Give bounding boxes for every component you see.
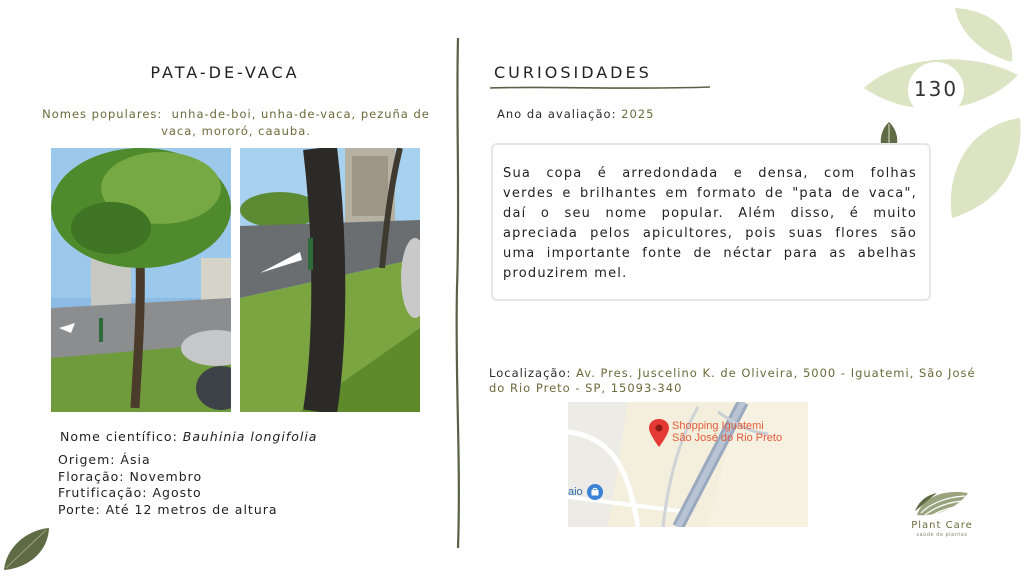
scientific-name-value: Bauhinia longifolia: [182, 429, 318, 444]
tree-photo-1: [51, 148, 231, 412]
tree-photo-2: [240, 148, 420, 412]
section-title: CURIOSIDADES: [494, 63, 652, 82]
plant-title: PATA-DE-VACA: [150, 63, 300, 82]
fruiting-text: Frutificação: Agosto: [58, 485, 202, 500]
description-line: produzirem mel.: [503, 266, 628, 281]
description-line: uma importante fonte de néctar para as abelhas: [503, 246, 917, 261]
description-line: daí o seu nome popular. Além disso, é muito: [503, 206, 917, 221]
description-text: [503, 164, 917, 284]
scientific-name-label: Nome científico:: [60, 429, 178, 444]
map-place-line1: Shopping Iguatemi: [672, 420, 764, 432]
map-place-label: [672, 420, 782, 444]
location-line2: do Rio Preto - SP, 15093-340: [489, 381, 683, 395]
location-label: Localização:: [489, 366, 572, 380]
location-line1: Av. Pres. Juscelino K. de Oliveira, 5000 - Iguatemi, São José: [576, 366, 976, 380]
popular-names: [30, 106, 442, 140]
evaluation-year-label: Ano da avaliação:: [497, 107, 617, 121]
map-place-line2: São José do Rio Preto: [672, 432, 783, 444]
popular-names-line2: vaca, mororó, caauba.: [161, 124, 311, 138]
description-line: apreciada pelos apicultores, pois suas flores são: [503, 226, 917, 241]
location-map[interactable]: [568, 402, 808, 527]
size-text: Porte: Até 12 metros de altura: [58, 501, 278, 517]
location: [489, 366, 989, 396]
evaluation-year-value: 2025: [621, 107, 655, 121]
title-underline: [490, 84, 712, 92]
scientific-name: [60, 429, 440, 446]
shopping-bag-glyph: [591, 487, 599, 496]
brand-name: Plant Care: [911, 520, 973, 531]
page-number: 130: [913, 77, 959, 101]
map-partial-label: aio: [568, 486, 583, 498]
plant-care-logo-icon: [913, 487, 971, 519]
brand-tagline: saúde de plantas: [916, 532, 968, 538]
flowering-text: Floração: Novembro: [58, 468, 203, 484]
map-pin-icon: [648, 418, 670, 448]
description-line: Sua copa é arredondada e densa, com folhas: [503, 166, 917, 181]
vertical-divider: [452, 38, 464, 548]
plant-details: [58, 452, 438, 518]
origin-text: Origem: Ásia: [58, 452, 151, 467]
popular-names-line1: unha-de-boi, unha-de-vaca, pezuña de: [171, 107, 430, 121]
description-line: verdes e brilhantes em formato de "pata de vaca",: [503, 186, 917, 201]
popular-names-label: Nomes populares:: [42, 107, 163, 121]
evaluation-year: [497, 107, 797, 121]
decorative-leaf-bottom-left: [0, 524, 52, 572]
